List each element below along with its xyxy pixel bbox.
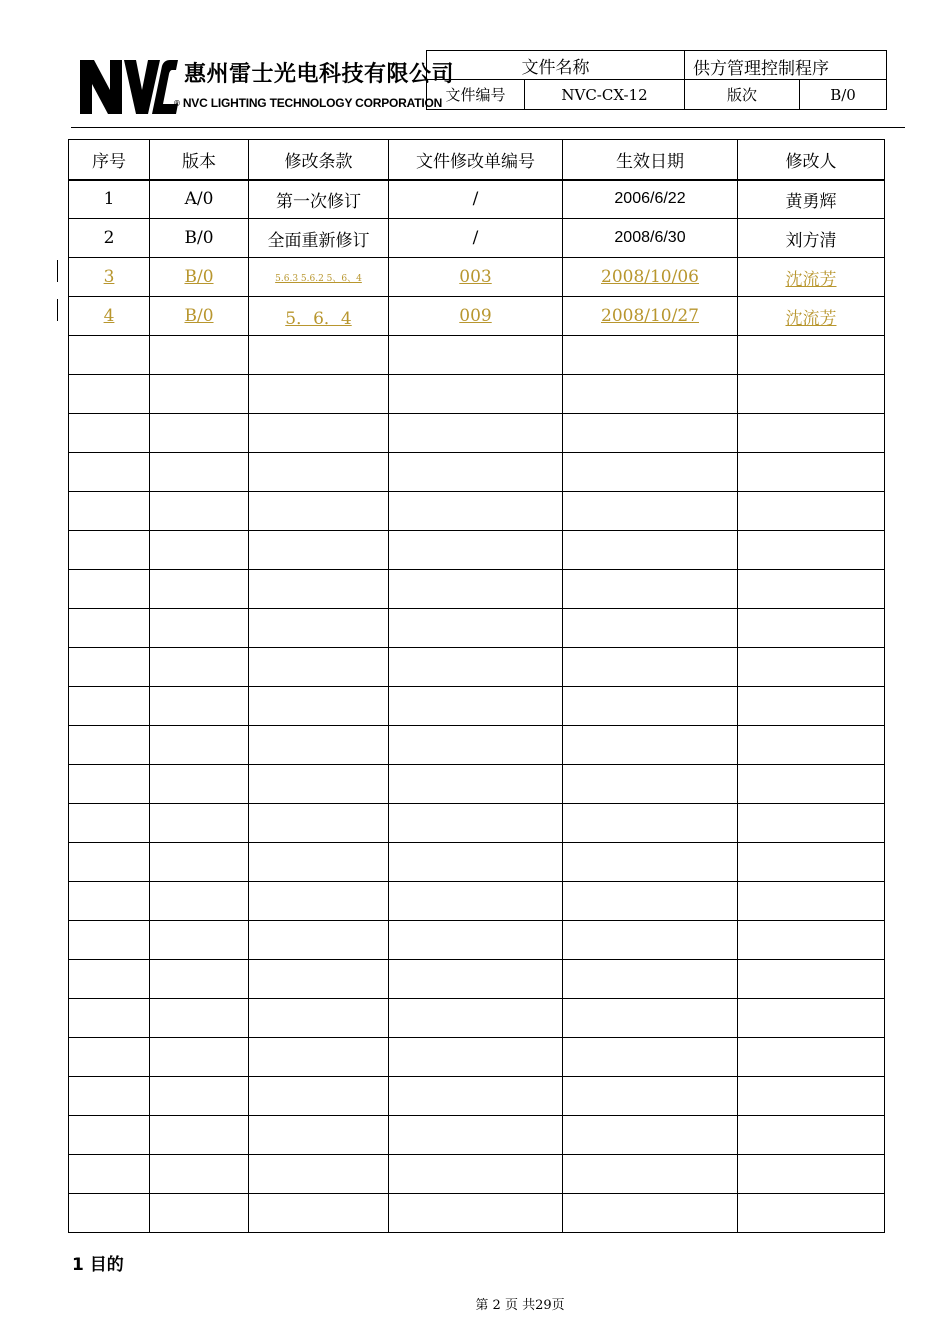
empty-cell [69, 999, 150, 1038]
empty-row [69, 804, 885, 843]
row-date: 2008/10/27 [563, 297, 738, 336]
empty-cell [249, 492, 389, 531]
column-header: 文件修改单编号 [389, 140, 563, 180]
empty-cell [249, 1155, 389, 1194]
empty-cell [563, 882, 738, 921]
empty-cell [249, 531, 389, 570]
empty-cell [389, 1116, 563, 1155]
empty-cell [69, 804, 150, 843]
empty-cell [563, 921, 738, 960]
empty-cell [249, 414, 389, 453]
empty-cell [738, 1038, 885, 1077]
version-value: B/0 [800, 80, 887, 110]
empty-row [69, 531, 885, 570]
empty-cell [249, 921, 389, 960]
empty-cell [249, 843, 389, 882]
empty-cell [150, 999, 249, 1038]
empty-cell [563, 570, 738, 609]
row-date: 2008/10/06 [563, 258, 738, 297]
row-date: 2008/6/30 [563, 219, 738, 258]
empty-cell [69, 843, 150, 882]
row-version: B/0 [150, 219, 249, 258]
empty-cell [738, 999, 885, 1038]
empty-cell [249, 999, 389, 1038]
revision-history-table [68, 139, 885, 1233]
empty-cell [150, 570, 249, 609]
row-clause: 全面重新修订 [249, 219, 389, 258]
file-name-label: 文件名称 [427, 51, 685, 80]
row-form-no: / [389, 219, 563, 258]
file-no-label: 文件编号 [427, 80, 525, 110]
empty-cell [150, 648, 249, 687]
empty-cell [150, 1155, 249, 1194]
empty-cell [69, 921, 150, 960]
empty-cell [150, 492, 249, 531]
empty-cell [389, 414, 563, 453]
row-editor: 沈流芳 [738, 258, 885, 297]
row-form-no: 009 [389, 297, 563, 336]
empty-cell [69, 1077, 150, 1116]
row-version: B/0 [150, 297, 249, 336]
company-name-en-text: NVC LIGHTING TECHNOLOGY CORPORATION [182, 96, 443, 110]
empty-cell [389, 804, 563, 843]
row-no: 1 [69, 180, 150, 219]
empty-row [69, 375, 885, 414]
empty-cell [563, 1038, 738, 1077]
empty-cell [389, 882, 563, 921]
table-header-row [69, 140, 885, 180]
empty-cell [738, 843, 885, 882]
empty-cell [563, 648, 738, 687]
empty-cell [69, 765, 150, 804]
empty-row [69, 570, 885, 609]
empty-cell [738, 1116, 885, 1155]
empty-cell [738, 1194, 885, 1233]
empty-cell [69, 1155, 150, 1194]
empty-cell [738, 726, 885, 765]
table-row [69, 297, 885, 336]
empty-cell [150, 336, 249, 375]
empty-cell [563, 492, 738, 531]
empty-cell [150, 765, 249, 804]
empty-cell [150, 1077, 249, 1116]
row-editor: 刘方清 [738, 219, 885, 258]
footer-suffix: 页 [551, 1298, 565, 1313]
page-footer [0, 1294, 950, 1313]
row-no: 3 [69, 258, 150, 297]
empty-cell [69, 570, 150, 609]
row-version: B/0 [150, 258, 249, 297]
empty-cell [69, 687, 150, 726]
empty-cell [150, 1038, 249, 1077]
empty-cell [150, 1116, 249, 1155]
empty-cell [738, 648, 885, 687]
empty-cell [249, 687, 389, 726]
empty-row [69, 336, 885, 375]
empty-cell [69, 726, 150, 765]
company-logo [80, 58, 455, 116]
empty-cell [249, 765, 389, 804]
empty-cell [563, 843, 738, 882]
row-no: 4 [69, 297, 150, 336]
empty-cell [389, 726, 563, 765]
empty-row [69, 921, 885, 960]
empty-cell [69, 531, 150, 570]
file-name-value: 供方管理控制程序 [685, 51, 887, 80]
empty-row [69, 843, 885, 882]
empty-cell [150, 687, 249, 726]
empty-cell [150, 375, 249, 414]
empty-cell [249, 336, 389, 375]
empty-row [69, 609, 885, 648]
empty-cell [563, 765, 738, 804]
empty-cell [563, 687, 738, 726]
empty-cell [249, 648, 389, 687]
nvc-logo-mark [80, 60, 178, 114]
empty-cell [69, 1038, 150, 1077]
column-header: 生效日期 [563, 140, 738, 180]
empty-cell [249, 804, 389, 843]
empty-cell [738, 804, 885, 843]
table-row [69, 258, 885, 297]
empty-cell [389, 1155, 563, 1194]
empty-cell [738, 453, 885, 492]
empty-cell [389, 921, 563, 960]
empty-cell [738, 687, 885, 726]
footer-page-total: 29 [535, 1298, 552, 1313]
empty-row [69, 1194, 885, 1233]
empty-cell [563, 804, 738, 843]
empty-cell [150, 414, 249, 453]
row-clause: 5．6．4 [249, 297, 389, 336]
row-no: 2 [69, 219, 150, 258]
empty-cell [738, 531, 885, 570]
empty-cell [150, 1194, 249, 1233]
empty-cell [249, 453, 389, 492]
empty-row [69, 1038, 885, 1077]
empty-cell [249, 375, 389, 414]
table-row [69, 180, 885, 219]
empty-cell [738, 609, 885, 648]
empty-cell [249, 726, 389, 765]
section-heading: 1 目的 [72, 1255, 124, 1275]
empty-cell [69, 1194, 150, 1233]
empty-cell [389, 1077, 563, 1116]
empty-cell [249, 570, 389, 609]
empty-cell [389, 453, 563, 492]
empty-cell [389, 765, 563, 804]
row-form-no: 003 [389, 258, 563, 297]
empty-cell [389, 531, 563, 570]
empty-cell [249, 1077, 389, 1116]
empty-cell [249, 960, 389, 999]
empty-cell [69, 336, 150, 375]
empty-cell [738, 414, 885, 453]
empty-cell [563, 414, 738, 453]
empty-cell [563, 336, 738, 375]
empty-cell [69, 453, 150, 492]
empty-cell [69, 609, 150, 648]
row-editor: 沈流芳 [738, 297, 885, 336]
empty-cell [389, 999, 563, 1038]
empty-row [69, 726, 885, 765]
empty-cell [69, 492, 150, 531]
empty-cell [563, 1194, 738, 1233]
empty-cell [389, 1038, 563, 1077]
empty-cell [563, 609, 738, 648]
column-header: 版本 [150, 140, 249, 180]
empty-cell [389, 843, 563, 882]
empty-cell [738, 492, 885, 531]
empty-cell [249, 1194, 389, 1233]
empty-cell [389, 336, 563, 375]
empty-cell [150, 453, 249, 492]
empty-row [69, 1077, 885, 1116]
empty-cell [563, 999, 738, 1038]
document-header-table [426, 50, 887, 110]
empty-cell [69, 960, 150, 999]
empty-cell [150, 804, 249, 843]
empty-cell [563, 453, 738, 492]
empty-row [69, 960, 885, 999]
empty-cell [249, 882, 389, 921]
empty-cell [738, 336, 885, 375]
empty-cell [738, 570, 885, 609]
empty-cell [69, 375, 150, 414]
empty-row [69, 999, 885, 1038]
row-date: 2006/6/22 [563, 180, 738, 219]
change-bar [57, 260, 58, 282]
footer-mid: 页 共 [504, 1298, 536, 1313]
footer-prefix: 第 [475, 1298, 489, 1313]
empty-cell [389, 687, 563, 726]
column-header: 修改条款 [249, 140, 389, 180]
empty-row [69, 414, 885, 453]
empty-cell [69, 648, 150, 687]
empty-cell [738, 921, 885, 960]
empty-cell [150, 882, 249, 921]
empty-cell [389, 492, 563, 531]
empty-cell [563, 375, 738, 414]
empty-cell [150, 921, 249, 960]
empty-cell [389, 609, 563, 648]
footer-page-no: 2 [492, 1298, 501, 1313]
column-header: 修改人 [738, 140, 885, 180]
empty-row [69, 882, 885, 921]
empty-row [69, 1116, 885, 1155]
empty-cell [389, 570, 563, 609]
empty-row [69, 453, 885, 492]
company-name-en: ® NVC LIGHTING TECHNOLOGY CORPORATION [174, 96, 443, 110]
empty-cell [738, 960, 885, 999]
empty-row [69, 765, 885, 804]
empty-cell [738, 882, 885, 921]
empty-cell [69, 414, 150, 453]
empty-cell [150, 609, 249, 648]
company-name-cn: 惠州雷士光电科技有限公司 [184, 62, 455, 87]
empty-cell [150, 726, 249, 765]
table-row [69, 219, 885, 258]
row-form-no: / [389, 180, 563, 219]
empty-cell [738, 1155, 885, 1194]
empty-cell [69, 882, 150, 921]
empty-cell [563, 1077, 738, 1116]
empty-cell [563, 960, 738, 999]
row-clause: 第一次修订 [249, 180, 389, 219]
empty-cell [389, 375, 563, 414]
empty-cell [389, 960, 563, 999]
empty-cell [150, 960, 249, 999]
empty-cell [249, 1116, 389, 1155]
empty-row [69, 648, 885, 687]
row-version: A/0 [150, 180, 249, 219]
empty-row [69, 492, 885, 531]
file-no-value: NVC-CX-12 [525, 80, 685, 110]
empty-cell [389, 1194, 563, 1233]
change-bar [57, 299, 58, 321]
empty-cell [563, 531, 738, 570]
column-header: 序号 [69, 140, 150, 180]
empty-cell [69, 1116, 150, 1155]
empty-cell [249, 609, 389, 648]
empty-cell [150, 531, 249, 570]
empty-cell [563, 1116, 738, 1155]
empty-cell [563, 726, 738, 765]
empty-cell [563, 1155, 738, 1194]
empty-cell [738, 375, 885, 414]
row-editor: 黄勇辉 [738, 180, 885, 219]
empty-cell [389, 648, 563, 687]
empty-cell [150, 843, 249, 882]
empty-row [69, 1155, 885, 1194]
empty-cell [738, 1077, 885, 1116]
header-divider [71, 127, 905, 128]
empty-row [69, 687, 885, 726]
version-label: 版次 [685, 80, 800, 110]
empty-cell [249, 1038, 389, 1077]
row-clause: 5.6.3 5.6.2 5、6、4 [249, 258, 389, 297]
empty-cell [738, 765, 885, 804]
